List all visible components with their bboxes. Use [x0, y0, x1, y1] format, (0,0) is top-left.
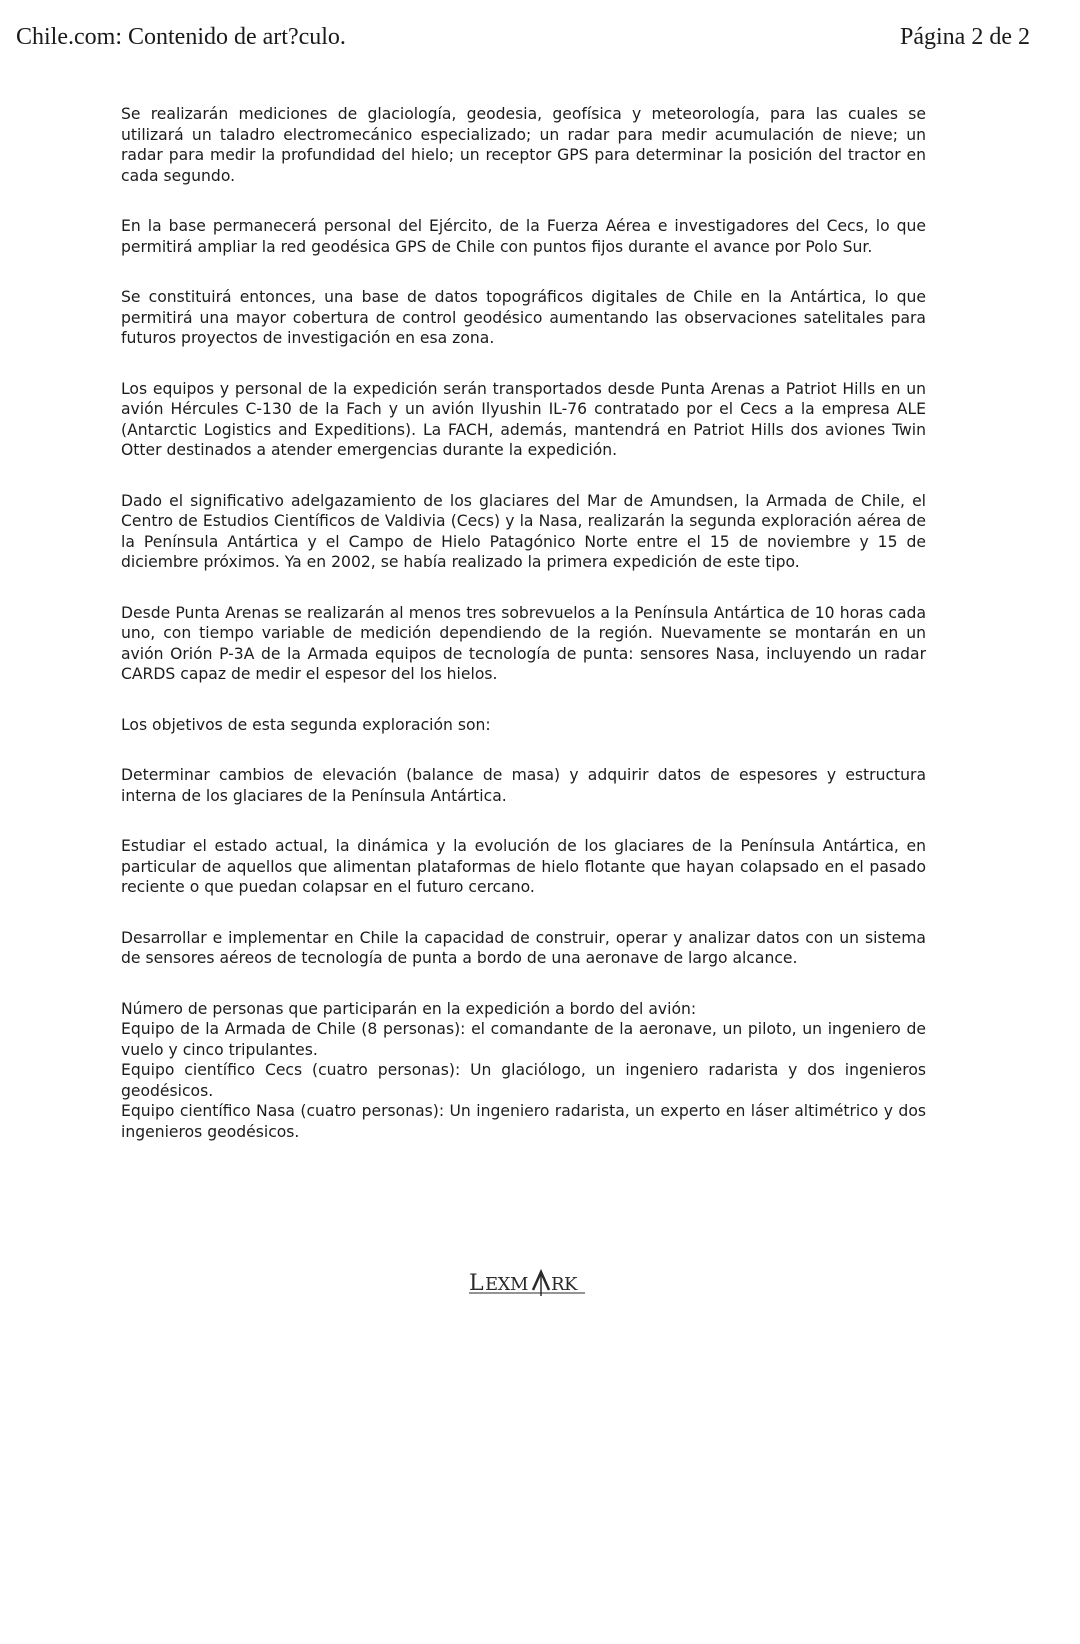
paragraph-second-exploration: Dado el significativo adelgazamiento de los glaciares del Mar de Amundsen, la Armada de Chile, el Centro de Estudios Científicos de Valdivia (Cecs) y la Nasa, realizarán la segunda exploración aérea de la Península Antártica y el Campo de Hielo Patagónico Norte entre el 15 de noviembre y 15 de diciembre próximos. Ya en 2002, se había realizado la primera expedición de este tipo.	[121, 491, 926, 571]
svg-text:L: L	[469, 1271, 484, 1296]
paragraph-objectives-intro: Los objetivos de esta segunda exploración son:	[121, 715, 491, 734]
paragraph-measurements: Se realizarán mediciones de glaciología, geodesia, geofísica y meteorología, para las cuales se utilizará un taladro electromecánico especializado; un radar para medir acumulación de nieve; un radar para medir la profundidad del hielo; un receptor GPS para determinar la posición del tractor en cada segundo.	[121, 105, 926, 185]
svg-text:EXM: EXM	[485, 1274, 528, 1295]
page-number: Página 2 de 2	[900, 24, 1030, 50]
page-header	[16, 24, 1030, 58]
lexmark-logo	[0, 1262, 1080, 1309]
paragraph-base-personnel: En la base permanecerá personal del Ejército, de la Fuerza Aérea e investigadores del Cecs, lo que permitirá ampliar la red geodésica GPS de Chile con puntos fijos durante el avance por Polo Sur.	[121, 217, 926, 256]
paragraph-overflights: Desde Punta Arenas se realizarán al menos tres sobrevuelos a la Península Antártica de 10 horas cada uno, con tiempo variable de medición dependiendo de la región. Nuevamente se montarán en un avión Orión P-3A de la Armada equipos de tecnología de punta: sensores Nasa, incluyendo un radar CARDS capaz de medir el espesor del los hielos.	[121, 603, 926, 683]
paragraph-objective-dynamics: Estudiar el estado actual, la dinámica y la evolución de los glaciares de la Península Antártica, en particular de aquellos que alimentan plataformas de hielo flotante que hayan colapsado en el pasado reciente o que puedan colapsar en el futuro cercano.	[121, 837, 926, 896]
paragraph-objective-sensors: Desarrollar e implementar en Chile la capacidad de construir, operar y analizar datos con un sistema de sensores aéreos de tecnología de punta a bordo de una aeronave de largo alcance.	[121, 928, 926, 967]
paragraph-objective-elevation: Determinar cambios de elevación (balance de masa) y adquirir datos de espesores y estructura interna de los glaciares de la Península Antártica.	[121, 766, 926, 805]
document-title: Chile.com: Contenido de art?culo.	[16, 24, 346, 50]
paragraph-topographic-database: Se constituirá entonces, una base de datos topográficos digitales de Chile en la Antártica, lo que permitirá una mayor cobertura de control geodésico aumentando las observaciones satelitales para futuros proyectos de investigación en esa zona.	[121, 288, 926, 347]
svg-text:RK: RK	[551, 1274, 577, 1295]
crew-cecs: Equipo científico Cecs (cuatro personas): Un glaciólogo, un ingeniero radarista y dos ingenieros geodésicos.	[121, 1061, 926, 1100]
lexmark-logo-mark	[465, 1262, 615, 1302]
crew-list	[121, 999, 926, 1143]
article-body	[121, 104, 926, 1142]
crew-intro: Número de personas que participarán en la expedición a bordo del avión:	[121, 999, 697, 1018]
crew-armada: Equipo de la Armada de Chile (8 personas): el comandante de la aeronave, un piloto, un ingeniero de vuelo y cinco tripulantes.	[121, 1020, 926, 1059]
crew-nasa: Equipo científico Nasa (cuatro personas): Un ingeniero radarista, un experto en láser altimétrico y dos ingenieros geodésicos.	[121, 1102, 926, 1141]
paragraph-transport: Los equipos y personal de la expedición serán transportados desde Punta Arenas a Patriot Hills en un avión Hércules C-130 de la Fach y un avión Ilyushin IL-76 contratado por el Cecs a la empresa ALE (Antarctic Logistics and Expeditions). La FACH, además, mantendrá en Patriot Hills dos aviones Twin Otter destinados a atender emergencias durante la expedición.	[121, 379, 926, 459]
